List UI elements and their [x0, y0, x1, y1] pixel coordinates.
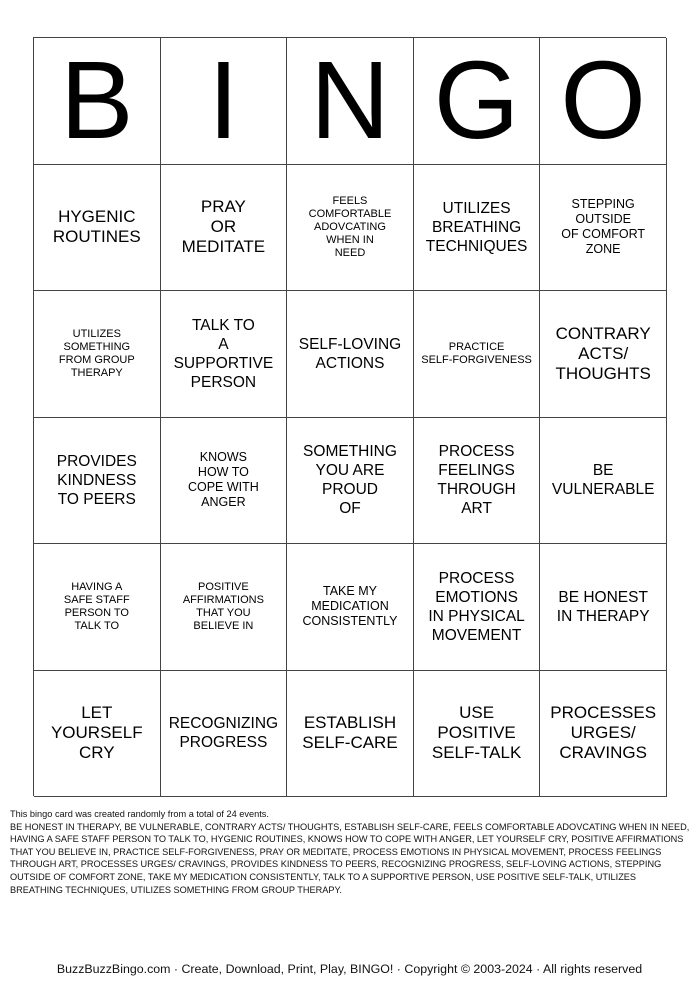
bingo-cell: TAKE MY MEDICATION CONSISTENTLY [287, 544, 414, 671]
card-row-1 [34, 165, 666, 292]
bingo-cell: HAVING A SAFE STAFF PERSON TO TALK TO [34, 544, 161, 671]
card-note [10, 808, 690, 896]
bingo-cell: UTILIZES SOMETHING FROM GROUP THERAPY [34, 291, 161, 418]
header-letter-i: I [161, 38, 288, 165]
header-letter-o: O [540, 38, 667, 165]
bingo-cell: KNOWS HOW TO COPE WITH ANGER [161, 418, 288, 545]
header-row [34, 38, 666, 165]
header-letter-n: N [287, 38, 414, 165]
bingo-card [33, 37, 666, 796]
bingo-cell: ESTABLISH SELF-CARE [287, 671, 414, 798]
header-letter-g: G [414, 38, 541, 165]
note-events: BE HONEST IN THERAPY, BE VULNERABLE, CONTRARY ACTS/ THOUGHTS, ESTABLISH SELF-CARE, FEELS COMFORTABLE ADOVCATING WHEN IN NEED, HAVING A SAFE STAFF PERSON TO TALK TO, HYGENIC ROUTINES, KNOWS HOW TO COPE WITH ANGER, LET YOURSELF CRY, POSITIVE AFFIRMATIONS THAT YOU BELIEVE IN, PRACTICE SELF-FORGIVENESS, PRAY OR MEDITATE, PROCESS EMOTIONS IN PHYSICAL MOVEMENT, PROCESS FEELINGS THROUGH ART, PROCESSES URGES/ CRAVINGS, PROVIDES KINDNESS TO PEERS, RECOGNIZING PROGRESS, SELF-LOVING ACTIONS, STEPPING OUTSIDE OF COMFORT ZONE, TAKE MY MEDICATION CONSISTENTLY, TALK TO A SUPPORTIVE PERSON, USE POSITIVE SELF-TALK, UTILIZES BREATHING TECHNIQUES, UTILIZES SOMETHING FROM GROUP THERAPY. [10, 821, 690, 895]
bingo-cell: POSITIVE AFFIRMATIONS THAT YOU BELIEVE IN [161, 544, 288, 671]
card-row-4 [34, 544, 666, 671]
bingo-cell: RECOGNIZING PROGRESS [161, 671, 288, 798]
bingo-cell: SOMETHING YOU ARE PROUD OF [287, 418, 414, 545]
bingo-cell: LET YOURSELF CRY [34, 671, 161, 798]
bingo-cell: PRAY OR MEDITATE [161, 165, 288, 292]
bingo-cell: CONTRARY ACTS/ THOUGHTS [540, 291, 667, 418]
bingo-cell: FEELS COMFORTABLE ADOVCATING WHEN IN NEED [287, 165, 414, 292]
bingo-cell: UTILIZES BREATHING TECHNIQUES [414, 165, 541, 292]
bingo-cell: BE HONEST IN THERAPY [540, 544, 667, 671]
bingo-cell: USE POSITIVE SELF-TALK [414, 671, 541, 798]
bingo-cell: PROVIDES KINDNESS TO PEERS [34, 418, 161, 545]
bingo-cell: TALK TO A SUPPORTIVE PERSON [161, 291, 288, 418]
bingo-cell: BE VULNERABLE [540, 418, 667, 545]
card-row-2 [34, 291, 666, 418]
header-letter-b: B [34, 38, 161, 165]
bingo-cell: PROCESS EMOTIONS IN PHYSICAL MOVEMENT [414, 544, 541, 671]
bingo-cell: HYGENIC ROUTINES [34, 165, 161, 292]
note-intro: This bingo card was created randomly from a total of 24 events. [10, 809, 269, 819]
bingo-cell: STEPPING OUTSIDE OF COMFORT ZONE [540, 165, 667, 292]
bingo-cell: PROCESS FEELINGS THROUGH ART [414, 418, 541, 545]
card-row-3 [34, 418, 666, 545]
bingo-cell: PRACTICE SELF-FORGIVENESS [414, 291, 541, 418]
footer-text: BuzzBuzzBingo.com · Create, Download, Print, Play, BINGO! · Copyright © 2003-2024 · All rights reserved [56, 962, 643, 976]
bingo-cell: SELF-LOVING ACTIONS [287, 291, 414, 418]
bingo-cell: PROCESSES URGES/ CRAVINGS [540, 671, 667, 798]
card-row-5 [34, 671, 666, 798]
